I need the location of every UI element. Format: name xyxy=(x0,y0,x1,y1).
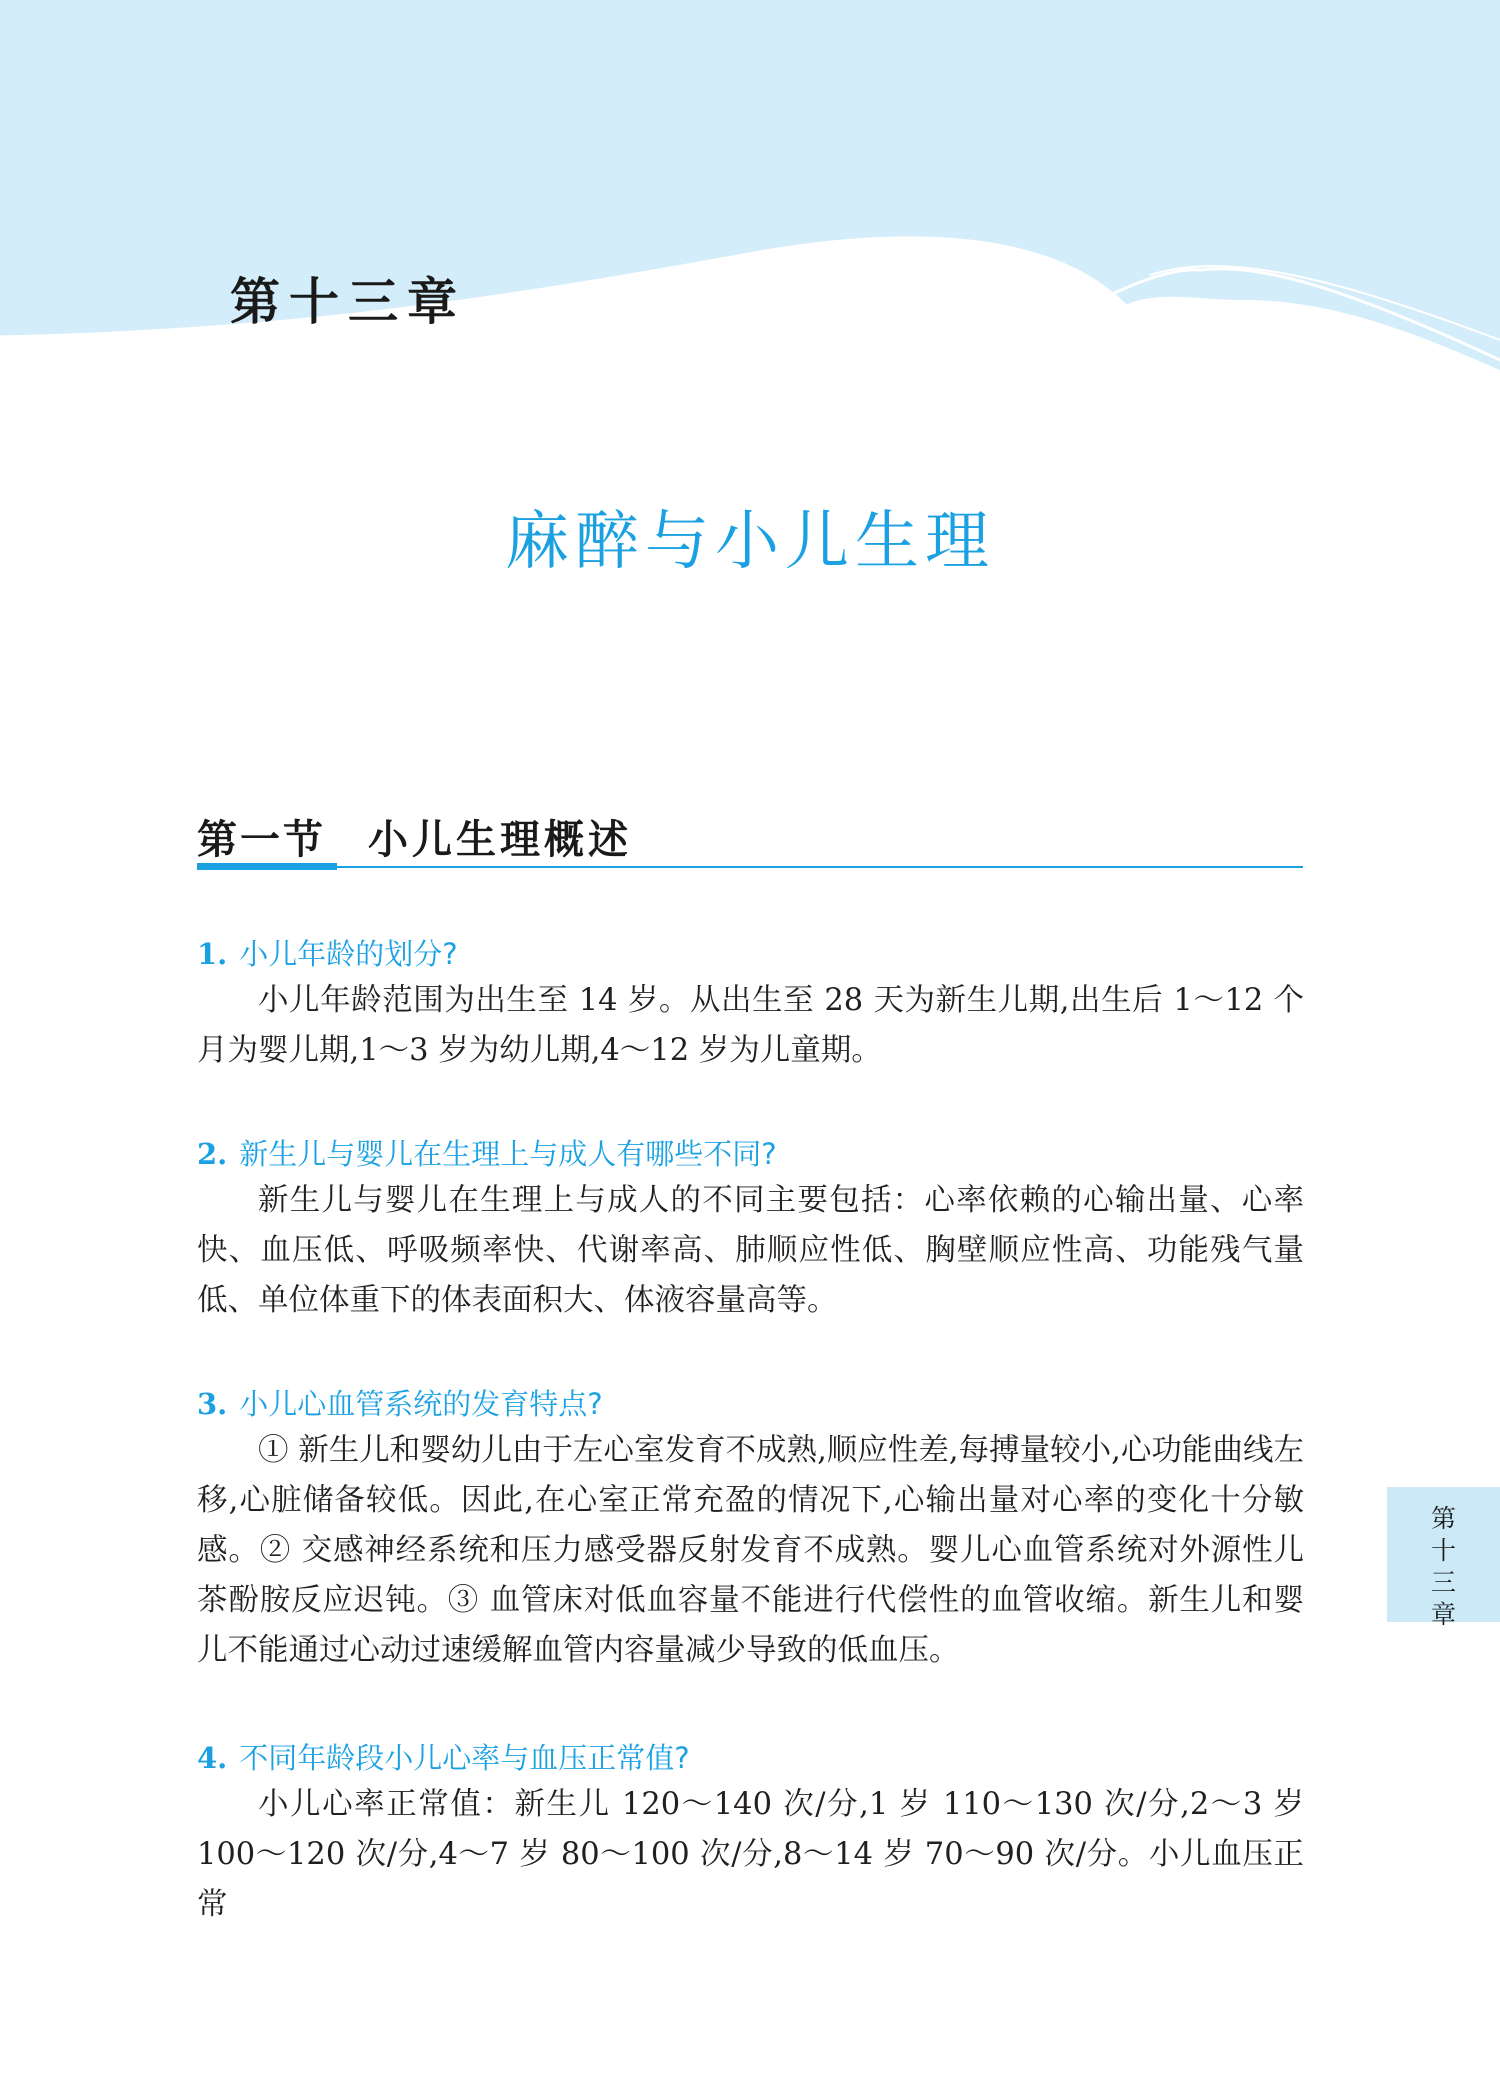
question-heading xyxy=(197,1382,603,1423)
question-title: 新生儿与婴儿在生理上与成人有哪些不同? xyxy=(239,1137,777,1171)
answer-paragraph: 小儿心率正常值：新生儿 120～140 次/分,1 岁 110～130 次/分,2～3 岁 100～120 次/分,4～7 岁 80～100 次/分,8～14 岁 70～90 次/分。小儿血压正常 xyxy=(197,1787,1304,1922)
answer-paragraph: 新生儿与婴儿在生理上与成人的不同主要包括：心率依赖的心输出量、心率快、血压低、呼吸频率快、代谢率高、肺顺应性低、胸壁顺应性高、功能残气量低、单位体重下的体表面积大、体液容量高等。 xyxy=(197,1183,1304,1318)
side-tab-char: 三 xyxy=(1430,1568,1456,1597)
chapter-label: 第十三章 xyxy=(230,273,466,331)
section-divider xyxy=(197,866,1303,868)
question-number: 2. xyxy=(197,1137,228,1171)
section-divider-accent xyxy=(197,863,337,870)
side-tab-label xyxy=(1387,1503,1500,1631)
answer-paragraph: 小儿年龄范围为出生至 14 岁。从出生至 28 天为新生儿期,出生后 1～12 个月为婴儿期,1～3 岁为幼儿期,4～12 岁为儿童期。 xyxy=(197,983,1304,1068)
header-wave-band xyxy=(0,0,1500,370)
question-number: 3. xyxy=(197,1387,228,1421)
question-heading xyxy=(197,1736,690,1777)
question-heading xyxy=(197,1132,777,1173)
chapter-side-tab xyxy=(1387,1487,1500,1629)
chapter-title: 麻醉与小儿生理 xyxy=(505,505,995,579)
question-title: 小儿年龄的划分? xyxy=(239,937,458,971)
section-heading xyxy=(197,808,632,865)
question-heading xyxy=(197,932,458,973)
side-tab-char: 十 xyxy=(1430,1536,1456,1565)
side-tab-char: 第 xyxy=(1430,1504,1456,1533)
side-tab-char: 章 xyxy=(1430,1600,1456,1629)
question-title: 小儿心血管系统的发育特点? xyxy=(239,1387,603,1421)
section-number: 第一节 xyxy=(197,817,326,863)
answer-paragraph: ① 新生儿和婴幼儿由于左心室发育不成熟,顺应性差,每搏量较小,心功能曲线左移,心脏储备较低。因此,在心室正常充盈的情况下,心输出量对心率的变化十分敏感。② 交感神经系统和压力感受器反射发育不成熟。婴儿心血管系统对外源性儿茶酚胺反应迟钝。③ 血管床对低血容量不能进行代偿性的血管收缩。新生儿和婴儿不能通过心动过速缓解血管内容量减少导致的低血压。 xyxy=(197,1433,1304,1668)
section-title: 小儿生理概述 xyxy=(368,817,632,863)
question-number: 1. xyxy=(197,937,228,971)
question-number: 4. xyxy=(197,1741,228,1775)
question-title: 不同年龄段小儿心率与血压正常值? xyxy=(239,1741,690,1775)
